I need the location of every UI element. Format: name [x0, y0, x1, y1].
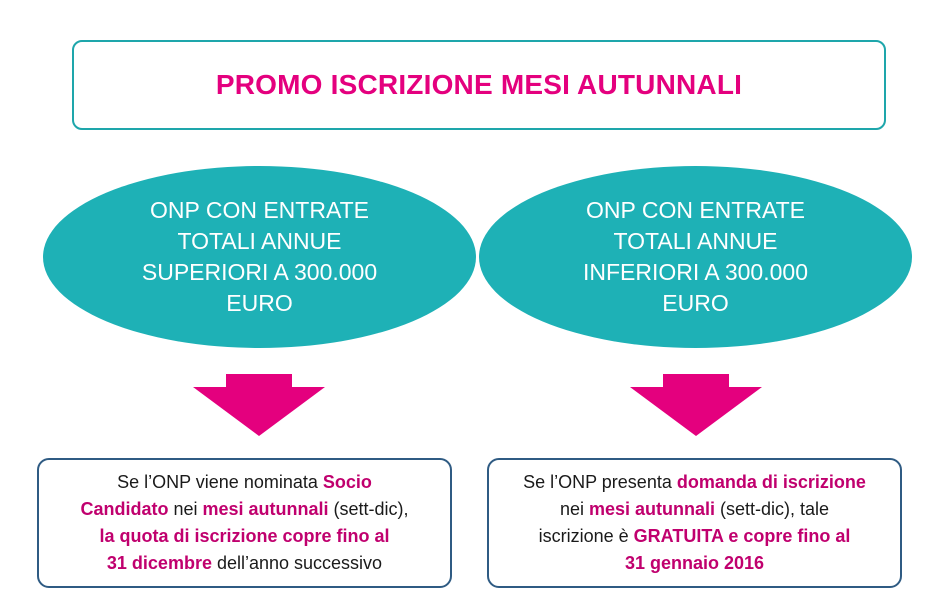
- info-line: [80, 469, 408, 496]
- info-text-high-income: [80, 469, 408, 577]
- ellipse-low-income: [479, 166, 912, 348]
- highlight-text: Candidato: [80, 499, 169, 519]
- ellipse-line: TOTALI ANNUE: [177, 228, 342, 254]
- page-title: PROMO ISCRIZIONE MESI AUTUNNALI: [215, 69, 743, 100]
- text-run: (sett-dic),: [328, 499, 409, 519]
- down-arrow-icon: [193, 374, 325, 436]
- highlight-text: GRATUITA e copre fino al: [633, 526, 851, 546]
- ellipse-high-income: [43, 166, 476, 348]
- highlight-text: mesi autunnali: [588, 499, 715, 519]
- text-run: iscrizione è: [538, 526, 634, 546]
- highlight-text: mesi autunnali: [202, 499, 329, 519]
- ellipse-line: SUPERIORI A 300.000: [141, 259, 378, 285]
- info-line: [523, 523, 866, 550]
- ellipse-low-income-text: [556, 195, 836, 319]
- info-line: [80, 496, 408, 523]
- text-run: nei: [559, 499, 589, 519]
- text-run: dell’anno successivo: [211, 553, 383, 573]
- ellipse-line: ONP CON ENTRATE: [150, 197, 369, 223]
- info-text-low-income: [523, 469, 866, 577]
- ellipse-line: ONP CON ENTRATE: [586, 197, 805, 223]
- text-run: nei: [168, 499, 203, 519]
- down-arrow-icon: [630, 374, 762, 436]
- ellipse-high-income-text: [120, 195, 400, 319]
- highlight-text: domanda di iscrizione: [676, 472, 866, 492]
- ellipse-line: TOTALI ANNUE: [613, 228, 778, 254]
- highlight-text: Socio: [322, 472, 372, 492]
- ellipse-line: EURO: [662, 290, 729, 316]
- text-run: Se l’ONP viene nominata: [117, 472, 323, 492]
- info-line: [523, 496, 866, 523]
- text-run: Se l’ONP presenta: [523, 472, 677, 492]
- info-line: [80, 523, 408, 550]
- info-line: [80, 550, 408, 577]
- ellipse-line: INFERIORI A 300.000: [582, 259, 808, 285]
- info-box-low-income: [487, 458, 902, 588]
- highlight-text: 31 dicembre: [106, 553, 212, 573]
- highlight-text: 31 gennaio 2016: [624, 553, 765, 573]
- ellipse-line: EURO: [226, 290, 293, 316]
- highlight-text: la quota di iscrizione copre fino al: [99, 526, 390, 546]
- info-box-high-income: [37, 458, 452, 588]
- info-line: [523, 469, 866, 496]
- title-box: [72, 40, 886, 130]
- text-run: (sett-dic), tale: [715, 499, 830, 519]
- info-line: [523, 550, 866, 577]
